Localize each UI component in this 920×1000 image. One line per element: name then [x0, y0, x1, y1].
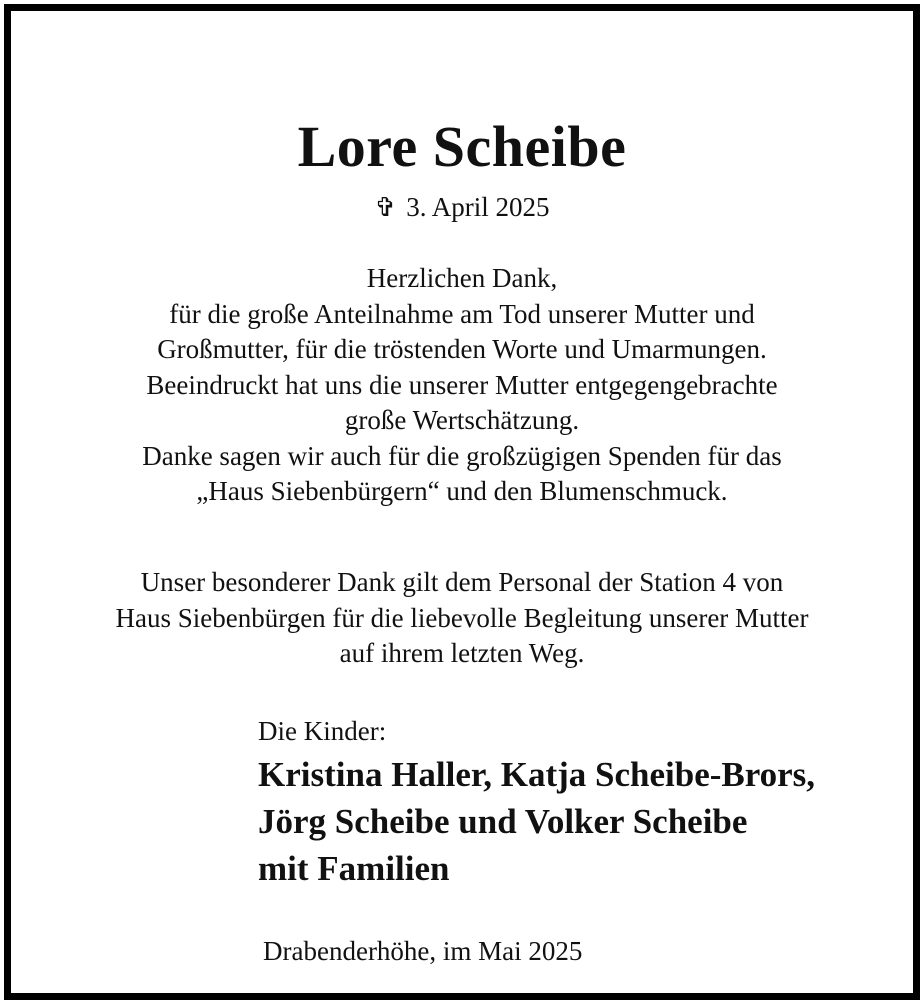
special-thanks-line: Haus Siebenbürgen für die liebevolle Begleitung unserer Mutter	[115, 602, 809, 633]
cross-icon: ✞	[374, 193, 397, 222]
thanks-line: Großmutter, für die tröstenden Worte und Umarmungen.	[157, 334, 767, 364]
obituary-frame	[4, 4, 920, 1000]
death-date: 3. April 2025	[406, 192, 550, 222]
children-names-line: mit Familien	[258, 849, 450, 888]
special-thanks-line: auf ihrem letzten Weg.	[339, 638, 585, 668]
children-names-line: Jörg Scheibe und Volker Scheibe	[258, 802, 748, 841]
children-label: Die Kinder:	[258, 716, 387, 746]
deceased-name: Lore Scheibe	[297, 114, 627, 179]
special-thanks-paragraph	[11, 565, 913, 672]
death-date-line	[11, 189, 913, 226]
thanks-line: „Haus Siebenbürgern“ und den Blumenschmuck.	[196, 476, 728, 506]
special-thanks-line: Unser besonderer Dank gilt dem Personal der Station 4 von	[140, 567, 784, 597]
thanks-line: große Wertschätzung.	[344, 405, 580, 435]
family-signoff	[258, 713, 815, 892]
children-names-line: Kristina Haller, Katja Scheibe-Brors,	[258, 755, 816, 794]
thanks-line: für die große Anteilnahme am Tod unserer Mutter und	[169, 298, 755, 329]
thanks-line: Herzlichen Dank,	[366, 263, 558, 293]
thanks-paragraph	[11, 261, 913, 510]
thanks-line: Danke sagen wir auch für die großzügigen Spenden für das	[142, 440, 782, 471]
thanks-line: Beeindruckt hat uns die unserer Mutter entgegengebrachte	[146, 369, 778, 400]
place-date: Drabenderhöhe, im Mai 2025	[263, 936, 583, 966]
children-names	[258, 751, 815, 892]
